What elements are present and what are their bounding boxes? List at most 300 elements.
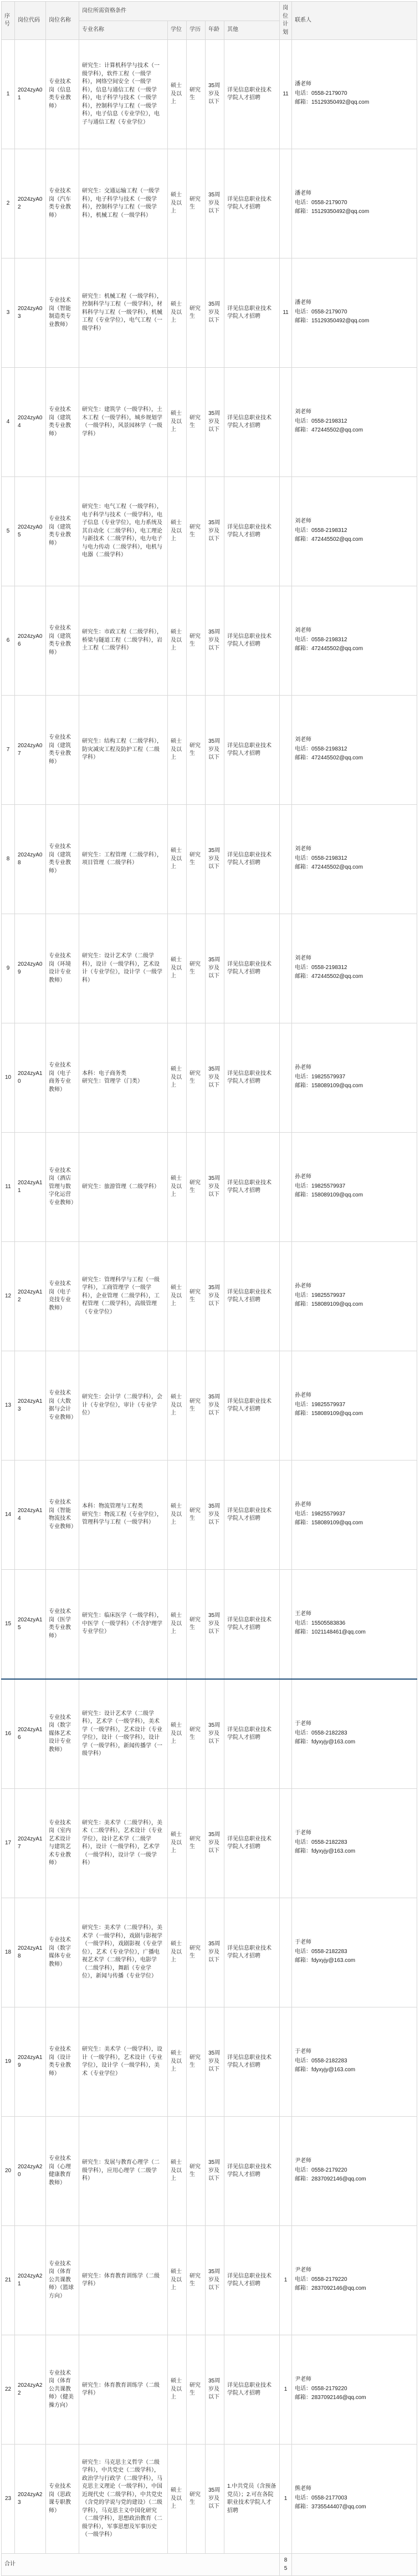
row-no-cell: 14 — [2, 1461, 15, 1570]
row-contact-cell — [292, 2117, 417, 2226]
row-age-cell: 35周岁及以下 — [206, 149, 224, 258]
row-other-cell: 详见信息职业技术学院人才招聘 — [224, 40, 280, 149]
row-degree-cell: 硕士及以上 — [168, 914, 187, 1023]
row-no-cell: 6 — [2, 586, 15, 696]
contact-person: 孙老师 — [295, 1502, 312, 1508]
row-code-cell: 2024zyA10 — [15, 1023, 46, 1133]
row-no-cell: 17 — [2, 1789, 15, 1898]
row-count-cell — [280, 2007, 292, 2117]
row-degree-cell: 硕士及以上 — [168, 586, 187, 696]
row-age-cell: 35周岁及以下 — [206, 586, 224, 696]
row-age-cell: 35周岁及以下 — [206, 2007, 224, 2117]
row-contact-cell — [292, 2335, 417, 2445]
contact-person: 于老师 — [295, 1939, 312, 1946]
table-row — [2, 914, 417, 1023]
row-no-cell: 7 — [2, 696, 15, 805]
contact-phone: 电话：0558-2179070 — [295, 90, 347, 97]
row-education-cell: 研究生 — [187, 2445, 206, 2554]
row-age-cell: 35周岁及以下 — [206, 1023, 224, 1133]
row-other-cell: 详见信息职业技术学院人才招聘 — [224, 2007, 280, 2117]
row-count-cell — [280, 1898, 292, 2007]
table-row — [2, 2335, 417, 2445]
table-row — [2, 258, 417, 368]
table-row — [2, 40, 417, 149]
row-name-cell: 专业技术岗（医学类专业教师） — [46, 1570, 79, 1680]
row-name-cell: 专业技术岗（建筑类专业教师） — [46, 477, 79, 586]
row-other-cell: 详见信息职业技术学院人才招聘 — [224, 1679, 280, 1789]
row-name-cell: 专业技术岗（电子竞技专业教师） — [46, 1242, 79, 1351]
row-contact-cell — [292, 1679, 417, 1789]
row-major-cell: 研究生：市政工程（二级学科），桥梁与隧道工程（二级学科），岩土工程（二级学科） — [79, 586, 168, 696]
row-education-cell: 研究生 — [187, 1023, 206, 1133]
row-code-cell: 2024zyA08 — [15, 805, 46, 914]
row-no-cell: 4 — [2, 368, 15, 477]
row-other-cell: 详见信息职业技术学院人才招聘 — [224, 1461, 280, 1570]
row-contact-cell — [292, 1898, 417, 2007]
table-row — [2, 2445, 417, 2554]
header-requirement-group: 岗位所需资格条件 — [79, 2, 280, 21]
row-code-cell: 2024zyA09 — [15, 914, 46, 1023]
row-no-cell: 1 — [2, 40, 15, 149]
row-education-cell: 研究生 — [187, 696, 206, 805]
contact-email: 邮箱：472445502@qq.com — [295, 427, 363, 434]
row-contact-cell — [292, 696, 417, 805]
row-education-cell: 研究生 — [187, 914, 206, 1023]
contact-phone: 电话：0558-2179220 — [295, 2385, 347, 2392]
contact-email: 邮箱：fdyxyjy@163.com — [295, 2067, 356, 2073]
row-code-cell: 2024zyA21 — [15, 2226, 46, 2335]
contact-person: 刘老师 — [295, 409, 312, 415]
row-name-cell: 专业技术岗（体育公共课教师）（篮球方向） — [46, 2226, 79, 2335]
row-no-cell: 9 — [2, 914, 15, 1023]
row-age-cell: 35周岁及以下 — [206, 2226, 224, 2335]
row-age-cell: 35周岁及以下 — [206, 914, 224, 1023]
contact-phone: 电话：0558-2198312 — [295, 527, 347, 534]
row-count-cell — [280, 805, 292, 914]
contact-phone: 电话：19825579937 — [295, 1510, 346, 1517]
header-contact: 联系人 — [292, 2, 417, 40]
row-contact-cell — [292, 40, 417, 149]
contact-phone: 电话：19825579937 — [295, 1073, 346, 1080]
row-degree-cell: 硕士及以上 — [168, 1242, 187, 1351]
table-row — [2, 149, 417, 258]
row-no-cell: 15 — [2, 1570, 15, 1680]
row-name-cell: 专业技术岗（信息类专业教师） — [46, 40, 79, 149]
row-name-cell: 专业技术岗（建筑类专业教师） — [46, 586, 79, 696]
row-education-cell: 研究生 — [187, 1133, 206, 1242]
row-contact-cell — [292, 258, 417, 368]
table-body — [2, 40, 417, 2554]
row-degree-cell: 硕士及以上 — [168, 1351, 187, 1461]
row-age-cell: 35周岁及以下 — [206, 40, 224, 149]
row-age-cell: 35周岁及以下 — [206, 1133, 224, 1242]
contact-email: 邮箱：472445502@qq.com — [295, 864, 363, 871]
header-age: 年龄 — [206, 21, 224, 40]
row-code-cell: 2024zyA12 — [15, 1242, 46, 1351]
row-code-cell: 2024zyA05 — [15, 477, 46, 586]
row-age-cell: 35周岁及以下 — [206, 258, 224, 368]
row-contact-cell — [292, 914, 417, 1023]
footer-row — [2, 2554, 417, 2576]
row-degree-cell: 硕士及以上 — [168, 368, 187, 477]
row-age-cell: 35周岁及以下 — [206, 1242, 224, 1351]
contact-phone: 电话：0558-2179220 — [295, 2276, 347, 2283]
row-name-cell: 专业技术岗（建筑类专业教师） — [46, 696, 79, 805]
row-education-cell: 研究生 — [187, 586, 206, 696]
contact-email: 邮箱：fdyxyjy@163.com — [295, 1958, 356, 1964]
row-count-cell — [280, 696, 292, 805]
contact-phone: 电话：0558-2179070 — [295, 308, 347, 315]
table-row — [2, 1898, 417, 2007]
row-count-cell — [280, 368, 292, 477]
row-major-cell: 研究生：计算机科学与技术（一级学科），软件工程（一级学科），网络空间安全（一级学科），信息与通信工程（一级学科），电子科学与技术（一级学科），控制科学与工程（一级学科），电子信息（专业学位），电子与通信工程（专业学位） — [79, 40, 168, 149]
row-name-cell: 专业技术岗（设计类专业教师） — [46, 2007, 79, 2117]
row-other-cell: 详见信息职业技术学院人才招聘 — [224, 1570, 280, 1680]
row-other-cell: 详见信息职业技术学院人才招聘 — [224, 805, 280, 914]
row-no-cell: 13 — [2, 1351, 15, 1461]
row-name-cell: 专业技术岗（思政课专职教师） — [46, 2445, 79, 2554]
row-contact-cell — [292, 2226, 417, 2335]
table-row — [2, 586, 417, 696]
row-age-cell: 35周岁及以下 — [206, 1789, 224, 1898]
contact-email: 邮箱：472445502@qq.com — [295, 755, 363, 762]
row-education-cell: 研究生 — [187, 2117, 206, 2226]
row-code-cell: 2024zyA15 — [15, 1570, 46, 1680]
table-row — [2, 1570, 417, 1680]
contact-person: 刘老师 — [295, 955, 312, 962]
row-age-cell: 35周岁及以下 — [206, 805, 224, 914]
table-row — [2, 368, 417, 477]
table-row — [2, 477, 417, 586]
header-major: 专业名称 — [79, 21, 168, 40]
row-other-cell: 详见信息职业技术学院人才招聘 — [224, 696, 280, 805]
row-no-cell: 2 — [2, 149, 15, 258]
row-no-cell: 8 — [2, 805, 15, 914]
header-other: 其他 — [224, 21, 280, 40]
row-major-cell: 研究生：会计学（二级学科），会计（专业学位），审计（专业学位） — [79, 1351, 168, 1461]
contact-phone: 电话：0558-2179070 — [295, 199, 347, 206]
footer-total: 85 — [280, 2554, 292, 2576]
contact-email: 邮箱：472445502@qq.com — [295, 973, 363, 980]
row-other-cell: 详见信息职业技术学院人才招聘 — [224, 258, 280, 368]
contact-phone: 电话：0558-2179220 — [295, 2167, 347, 2173]
row-name-cell: 专业技术岗（环境设计专业教师） — [46, 914, 79, 1023]
contact-phone: 电话：0558-2182283 — [295, 1948, 347, 1955]
header-degree: 学位 — [168, 21, 187, 40]
contact-email: 邮箱：fdyxyjy@163.com — [295, 1848, 356, 1855]
contact-phone: 电话：0558-2198312 — [295, 964, 347, 971]
row-major-cell: 研究生：美术学（一级学科），设计（一级学科），艺术设计（专业学位），设计学（一级学科），美术（专业学位） — [79, 2007, 168, 2117]
table-row — [2, 805, 417, 914]
contact-person: 尹老师 — [295, 2376, 312, 2383]
row-code-cell: 2024zyA23 — [15, 2445, 46, 2554]
row-contact-cell — [292, 1570, 417, 1680]
contact-email: 邮箱：472445502@qq.com — [295, 536, 363, 543]
row-age-cell: 35周岁及以下 — [206, 2117, 224, 2226]
contact-email: 邮箱：158089109@qq.com — [295, 1411, 363, 1417]
row-contact-cell — [292, 1351, 417, 1461]
row-age-cell: 35周岁及以下 — [206, 1898, 224, 2007]
row-count-cell — [280, 586, 292, 696]
row-count-cell — [280, 1461, 292, 1570]
contact-email: 邮箱：15129350492@qq.com — [295, 209, 370, 215]
contact-email: 邮箱：1021148461@qq.com — [295, 1629, 366, 1636]
row-other-cell: 详见信息职业技术学院人才招聘 — [224, 1023, 280, 1133]
row-code-cell: 2024zyA03 — [15, 258, 46, 368]
contact-phone: 电话：0558-2198312 — [295, 855, 347, 861]
row-code-cell: 2024zyA17 — [15, 1789, 46, 1898]
row-code-cell: 2024zyA02 — [15, 149, 46, 258]
header-row-1 — [2, 2, 417, 21]
row-name-cell: 专业技术岗（数字媒体专业教师） — [46, 1898, 79, 2007]
contact-email: 邮箱：472445502@qq.com — [295, 646, 363, 652]
row-contact-cell — [292, 1461, 417, 1570]
row-count-cell — [280, 477, 292, 586]
row-code-cell: 2024zyA07 — [15, 696, 46, 805]
row-degree-cell: 硕士及以上 — [168, 1679, 187, 1789]
row-education-cell: 研究生 — [187, 2335, 206, 2445]
row-contact-cell — [292, 2007, 417, 2117]
row-major-cell: 研究生：结构工程（二级学科），防灾减灾工程及防护工程（二级学科） — [79, 696, 168, 805]
row-degree-cell: 硕士及以上 — [168, 1789, 187, 1898]
row-count-cell — [280, 1351, 292, 1461]
row-name-cell: 专业技术岗（建筑类专业教师） — [46, 805, 79, 914]
table-row — [2, 1679, 417, 1789]
row-education-cell: 研究生 — [187, 805, 206, 914]
row-name-cell: 专业技术岗（室内艺术设计与建筑艺术专业教师） — [46, 1789, 79, 1898]
row-degree-cell: 硕士及以上 — [168, 40, 187, 149]
row-count-cell — [280, 1789, 292, 1898]
table-row — [2, 1242, 417, 1351]
contact-phone: 电话：0558-2177003 — [295, 2494, 347, 2501]
row-other-cell: 详见信息职业技术学院人才招聘 — [224, 586, 280, 696]
row-name-cell: 专业技术岗（汽车类专业教师） — [46, 149, 79, 258]
contact-person: 孙老师 — [295, 1283, 312, 1290]
contact-phone: 电话：0558-2182283 — [295, 1839, 347, 1845]
row-major-cell: 研究生：工程管理（二级学科），项目管理（二级学科） — [79, 805, 168, 914]
contact-person: 尹老师 — [295, 2267, 312, 2274]
row-no-cell: 11 — [2, 1133, 15, 1242]
row-major-cell: 研究生：管理科学与工程（一级学科），工商管理学（一级学科），企业管理（二级学科），工程管理（二级学科），高级管理（专业学位） — [79, 1242, 168, 1351]
header-count: 岗位计划 — [280, 2, 292, 40]
row-degree-cell: 硕士及以上 — [168, 1898, 187, 2007]
row-age-cell: 35周岁及以下 — [206, 477, 224, 586]
contact-person: 潘老师 — [295, 300, 312, 306]
row-code-cell: 2024zyA14 — [15, 1461, 46, 1570]
row-degree-cell: 硕士及以上 — [168, 149, 187, 258]
row-education-cell: 研究生 — [187, 368, 206, 477]
row-education-cell: 研究生 — [187, 1242, 206, 1351]
contact-person: 于老师 — [295, 1721, 312, 1727]
row-degree-cell: 硕士及以上 — [168, 696, 187, 805]
row-education-cell: 研究生 — [187, 2007, 206, 2117]
row-no-cell: 20 — [2, 2117, 15, 2226]
contact-person: 熊老师 — [295, 2486, 312, 2492]
contact-person: 尹老师 — [295, 2158, 312, 2164]
row-degree-cell: 硕士及以上 — [168, 2117, 187, 2226]
row-other-cell: 详见信息职业技术学院人才招聘 — [224, 1351, 280, 1461]
row-contact-cell — [292, 1133, 417, 1242]
table-row — [2, 1351, 417, 1461]
row-major-cell: 研究生：美术学（二级学科），美术（二级学科），艺术设计（专业学位），设计艺术学（二级学科），设计（一级学科），艺术学（一级学科），设计学（一级学科） — [79, 1789, 168, 1898]
recruitment-table — [1, 1, 417, 2576]
row-degree-cell: 硕士及以上 — [168, 2335, 187, 2445]
row-major-cell: 研究生：体育教育训练学（二级学科） — [79, 2226, 168, 2335]
contact-phone: 电话：0558-2182283 — [295, 2057, 347, 2064]
row-major-cell: 研究生：交通运输工程（一级学科），电子科学与技术（一级学科），控制科学与工程（一级学科），机械工程（一级学科） — [79, 149, 168, 258]
row-no-cell: 3 — [2, 258, 15, 368]
row-count-cell — [280, 1679, 292, 1789]
row-education-cell: 研究生 — [187, 477, 206, 586]
row-count-cell — [280, 2117, 292, 2226]
header-education: 学历 — [187, 21, 206, 40]
row-major-cell: 本科：物流管理与工程类 研究生：物流工程（专业学位），管理科学与工程（一级学科） — [79, 1461, 168, 1570]
contact-phone: 电话：15505583836 — [295, 1620, 346, 1626]
row-education-cell: 研究生 — [187, 1570, 206, 1680]
row-age-cell: 35周岁及以下 — [206, 1351, 224, 1461]
row-degree-cell: 硕士及以上 — [168, 1570, 187, 1680]
row-age-cell: 35周岁及以下 — [206, 1461, 224, 1570]
row-age-cell: 35周岁及以下 — [206, 696, 224, 805]
row-education-cell: 研究生 — [187, 1898, 206, 2007]
row-other-cell: 详见信息职业技术学院人才招聘 — [224, 1789, 280, 1898]
row-contact-cell — [292, 2445, 417, 2554]
row-other-cell: 详见信息职业技术学院人才招聘 — [224, 477, 280, 586]
contact-phone: 电话：19825579937 — [295, 1292, 346, 1299]
row-code-cell: 2024zyA11 — [15, 1133, 46, 1242]
row-no-cell: 23 — [2, 2445, 15, 2554]
row-age-cell: 35周岁及以下 — [206, 368, 224, 477]
contact-person: 王老师 — [295, 1611, 312, 1617]
row-contact-cell — [292, 1023, 417, 1133]
contact-phone: 电话：0558-2198312 — [295, 418, 347, 424]
row-education-cell: 研究生 — [187, 1351, 206, 1461]
contact-person: 刘老师 — [295, 846, 312, 853]
row-degree-cell: 硕士及以上 — [168, 477, 187, 586]
row-other-cell: 详见信息职业技术学院人才招聘 — [224, 368, 280, 477]
row-no-cell: 18 — [2, 1898, 15, 2007]
row-code-cell: 2024zyA04 — [15, 368, 46, 477]
row-count-cell — [280, 914, 292, 1023]
header-code: 岗位代码 — [15, 2, 46, 40]
row-education-cell: 研究生 — [187, 1789, 206, 1898]
contact-phone: 电话：0558-2198312 — [295, 636, 347, 643]
row-contact-cell — [292, 477, 417, 586]
contact-person: 孙老师 — [295, 1064, 312, 1071]
row-count-cell: 1 — [280, 2445, 292, 2554]
row-degree-cell: 硕士及以上 — [168, 1133, 187, 1242]
footer-empty — [292, 2554, 417, 2576]
row-no-cell: 19 — [2, 2007, 15, 2117]
row-other-cell: 详见信息职业技术学院人才招聘 — [224, 914, 280, 1023]
row-major-cell: 研究生：机械工程（一级学科），控制科学与工程（一级学科），材料科学与工程（一级学科），机械工程（专业学位），电气工程（一级学科） — [79, 258, 168, 368]
row-count-cell: 11 — [280, 40, 292, 149]
row-major-cell: 研究生：发展与教育心理学（二级学科），应用心理学（二级学科） — [79, 2117, 168, 2226]
row-code-cell: 2024zyA16 — [15, 1679, 46, 1789]
row-code-cell: 2024zyA22 — [15, 2335, 46, 2445]
row-age-cell: 35周岁及以下 — [206, 2335, 224, 2445]
row-no-cell: 10 — [2, 1023, 15, 1133]
row-code-cell: 2024zyA13 — [15, 1351, 46, 1461]
row-no-cell: 22 — [2, 2335, 15, 2445]
table-row — [2, 2117, 417, 2226]
row-major-cell: 研究生：设计艺术学（二级学科），设计（一级学科），艺术设计（专业学位），设计学（一级学科） — [79, 914, 168, 1023]
row-major-cell: 研究生：美术学（二级学科），美术学（一级学科），戏剧与影视学（一级学科），戏剧影视（专业学位），艺术（专业学位），广播电视艺术学（二级学科），电影学（二级学科），舞蹈（专业学位），新闻与传播（专业学位） — [79, 1898, 168, 2007]
row-count-cell — [280, 1133, 292, 1242]
row-code-cell: 2024zyA20 — [15, 2117, 46, 2226]
contact-person: 刘老师 — [295, 627, 312, 634]
row-count-cell — [280, 149, 292, 258]
contact-email: 邮箱：158089109@qq.com — [295, 1192, 363, 1199]
row-other-cell: 详见信息职业技术学院人才招聘 — [224, 2117, 280, 2226]
row-no-cell: 5 — [2, 477, 15, 586]
row-education-cell: 研究生 — [187, 149, 206, 258]
contact-email: 邮箱：2837092146@qq.com — [295, 2395, 366, 2401]
row-major-cell: 研究生：旅游管理（二级学科） — [79, 1133, 168, 1242]
row-other-cell: 详见信息职业技术学院人才招聘 — [224, 1133, 280, 1242]
row-other-cell: 详见信息职业技术学院人才招聘 — [224, 1898, 280, 2007]
row-count-cell — [280, 1570, 292, 1680]
row-major-cell: 研究生：建筑学（一级学科），土木工程（一级学科），城乡规划学（一级学科），风景园林学（一级学科） — [79, 368, 168, 477]
contact-phone: 电话：0558-2198312 — [295, 746, 347, 752]
contact-person: 潘老师 — [295, 190, 312, 197]
row-major-cell: 研究生：马克思主义哲学（二级学科），中共党史（二级学科），政治学与行政学（二级学科），马克思主义理论（一级学科），中国近现代史（二级学科），中共党史（含党的学说与党的建设）（二级学科），马克思主义中国化研究（二级学科），思想政治教育（二级学科），军事思想及军事历史（一级学科） — [79, 2445, 168, 2554]
row-education-cell: 研究生 — [187, 258, 206, 368]
row-contact-cell — [292, 586, 417, 696]
row-name-cell: 专业技术岗（体育公共课教师）（健美操方向） — [46, 2335, 79, 2445]
row-name-cell: 专业技术岗（心理健康教育教师） — [46, 2117, 79, 2226]
row-count-cell — [280, 1023, 292, 1133]
row-major-cell: 研究生：设计艺术学（二级学科），艺术学（一级学科），美术学（一级学科），艺术设计（专业学位），设计（一级学科），设计学（一级学科），新闻传播学（一级学科） — [79, 1679, 168, 1789]
contact-email: 邮箱：fdyxyjy@163.com — [295, 1739, 356, 1746]
row-count-cell: 11 — [280, 258, 292, 368]
row-contact-cell — [292, 805, 417, 914]
row-major-cell: 研究生：临床医学（一级学科），中医学（一级学科）（不含护理学专业学位） — [79, 1570, 168, 1680]
table-row — [2, 1133, 417, 1242]
row-degree-cell: 硕士及以上 — [168, 2226, 187, 2335]
row-age-cell: 35周岁及以下 — [206, 2445, 224, 2554]
row-count-cell: 1 — [280, 2335, 292, 2445]
row-degree-cell: 硕士及以上 — [168, 1461, 187, 1570]
row-education-cell: 研究生 — [187, 1461, 206, 1570]
header-no: 序号 — [2, 2, 15, 40]
row-degree-cell: 硕士及以上 — [168, 258, 187, 368]
row-no-cell: 12 — [2, 1242, 15, 1351]
contact-email: 邮箱：158089109@qq.com — [295, 1301, 363, 1308]
contact-phone: 电话：19825579937 — [295, 1401, 346, 1408]
contact-person: 刘老师 — [295, 518, 312, 525]
row-degree-cell: 硕士及以上 — [168, 1023, 187, 1133]
table-row — [2, 1461, 417, 1570]
table-row — [2, 2226, 417, 2335]
row-other-cell: 详见信息职业技术学院人才招聘 — [224, 1242, 280, 1351]
contact-phone: 电话：0558-2182283 — [295, 1730, 347, 1736]
row-other-cell: 详见信息职业技术学院人才招聘 — [224, 2226, 280, 2335]
row-major-cell: 本科：电子商务类 研究生：管理学（门类） — [79, 1023, 168, 1133]
contact-person: 于老师 — [295, 2048, 312, 2055]
contact-phone: 电话：19825579937 — [295, 1183, 346, 1189]
row-name-cell: 专业技术岗（智能制造类专业教师） — [46, 258, 79, 368]
table-row — [2, 1023, 417, 1133]
contact-email: 邮箱：3735544407@qq.com — [295, 2504, 366, 2511]
row-count-cell: 1 — [280, 2226, 292, 2335]
row-major-cell: 研究生：体育教育训练学（二级学科） — [79, 2335, 168, 2445]
row-code-cell: 2024zyA18 — [15, 1898, 46, 2007]
row-name-cell: 专业技术岗（电子商务专业教师） — [46, 1023, 79, 1133]
row-name-cell: 专业技术岗（智能物流技术专业教师） — [46, 1461, 79, 1570]
row-name-cell: 专业技术岗（酒店管理与数字化运营专业教师） — [46, 1133, 79, 1242]
row-education-cell: 研究生 — [187, 2226, 206, 2335]
